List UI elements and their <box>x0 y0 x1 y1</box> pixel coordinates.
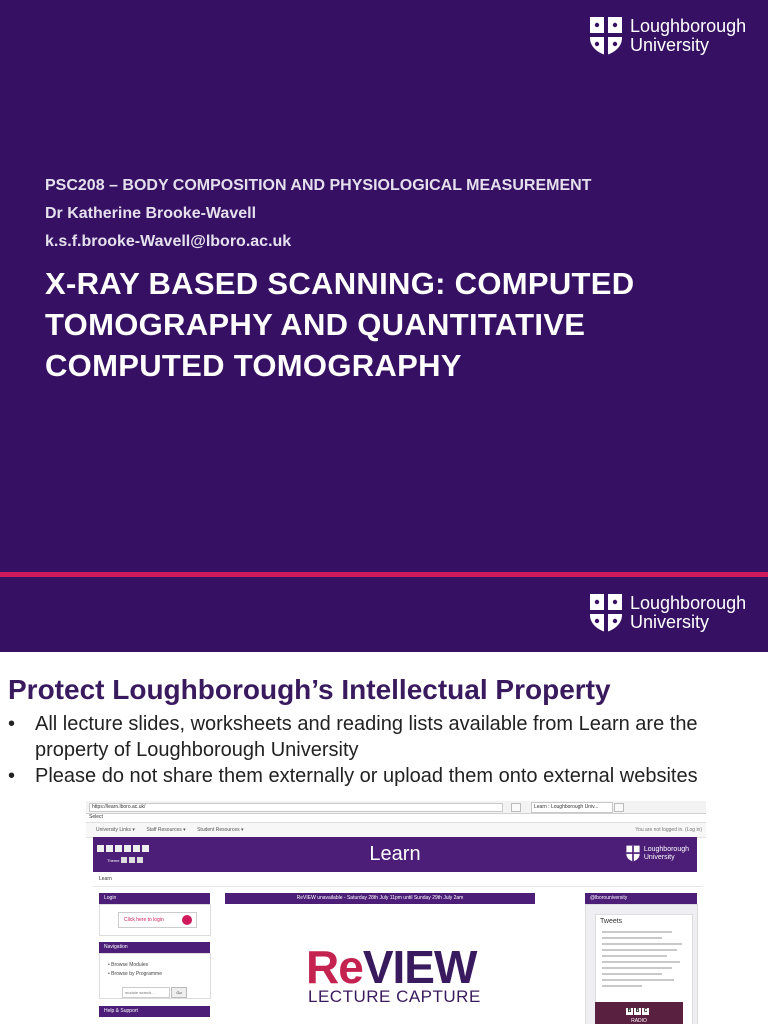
student-resources-menu[interactable]: Student Resources ▾ <box>197 827 244 833</box>
notice-bar: ReVIEW unavailable - Saturday 28th July 11pm until Sunday 29th July 2am <box>225 893 535 904</box>
tweets-title: Tweets <box>600 918 623 925</box>
navigation-block <box>99 953 211 999</box>
ip-heading: Protect Loughborough’s Intellectual Property <box>8 674 611 705</box>
bullet-icon: • <box>8 765 16 787</box>
url-field[interactable]: https://learn.lboro.ac.uk/ <box>89 803 503 812</box>
refresh-icon[interactable] <box>511 803 521 812</box>
review-subtitle: LECTURE CAPTURE <box>308 987 481 1006</box>
crest-icon <box>589 16 623 56</box>
login-button[interactable]: Click here to login <box>118 912 197 928</box>
theme-label: Theme <box>107 857 120 863</box>
learn-banner <box>93 837 697 872</box>
bullet-icon: • <box>8 713 16 735</box>
arrow-icon <box>182 915 192 925</box>
review-logo[interactable]: ReVIEW LECTURE CAPTURE <box>276 920 516 1024</box>
help-header: Help & Support <box>99 1006 210 1017</box>
bullet-item <box>8 711 763 763</box>
banner-logo <box>626 845 689 862</box>
navigation-header: Navigation <box>99 942 210 953</box>
staff-resources-menu[interactable]: Staff Resources ▾ <box>146 827 186 833</box>
browser-tab[interactable]: Learn : Loughborough Univ... <box>531 802 613 813</box>
crest-icon <box>626 845 640 862</box>
learn-screenshot <box>86 801 706 1024</box>
slide-header <box>0 577 768 652</box>
logo-line-1: Loughborough <box>630 16 747 36</box>
logo-line-1: Loughborough <box>630 593 747 613</box>
login-block <box>99 904 211 936</box>
logo-line-1: Loughborough <box>643 845 689 853</box>
go-button[interactable]: Go <box>171 987 187 998</box>
breadcrumb[interactable]: Learn <box>93 872 703 887</box>
lecturer-email: k.s.f.brooke-Wavell@lboro.ac.uk <box>45 233 292 250</box>
university-logo <box>589 16 746 56</box>
favourites-bar <box>86 813 706 823</box>
login-status: You are not logged in. (Log in) <box>635 827 702 833</box>
university-links-bar <box>86 823 706 838</box>
logo-line-2: University <box>643 853 675 861</box>
logo-line-2: University <box>630 35 710 55</box>
login-block-header: Login <box>99 893 210 904</box>
crest-icon <box>589 593 623 633</box>
module-search-input[interactable]: module search... <box>122 987 170 998</box>
bullet-item <box>8 763 763 789</box>
university-logo-2 <box>589 593 746 633</box>
bbc-radio-image: B B C RADIO <box>595 1002 683 1024</box>
bullet-text: All lecture slides, worksheets and reading lists available from Learn are the property of Loughborough University <box>35 713 698 761</box>
nav-browse-programme[interactable]: • Browse by Programme <box>108 971 162 977</box>
new-tab-icon[interactable] <box>614 803 624 812</box>
twitter-header: @lborouniversity <box>585 893 697 904</box>
site-title: Learn <box>369 843 421 865</box>
slide-title: X-RAY BASED SCANNING: COMPUTED TOMOGRAPHY AND QUANTITATIVE COMPUTED TOMOGRAPHY <box>45 266 635 383</box>
lecturer-name: Dr Katherine Brooke-Wavell <box>45 205 257 222</box>
twitter-block <box>585 904 698 1024</box>
nav-browse-modules[interactable]: • Browse Modules <box>108 962 149 968</box>
favourite-select[interactable]: Select <box>89 814 103 820</box>
bullet-list <box>8 711 763 789</box>
bullet-text: Please do not share them externally or upload them onto external websites <box>35 765 698 787</box>
university-links-menu[interactable]: University Links ▾ <box>96 827 135 833</box>
module-code: PSC208 – BODY COMPOSITION AND PHYSIOLOGICAL MEASUREMENT <box>45 177 592 194</box>
radio-label: RADIO <box>631 1018 647 1024</box>
logo-line-2: University <box>630 612 710 632</box>
